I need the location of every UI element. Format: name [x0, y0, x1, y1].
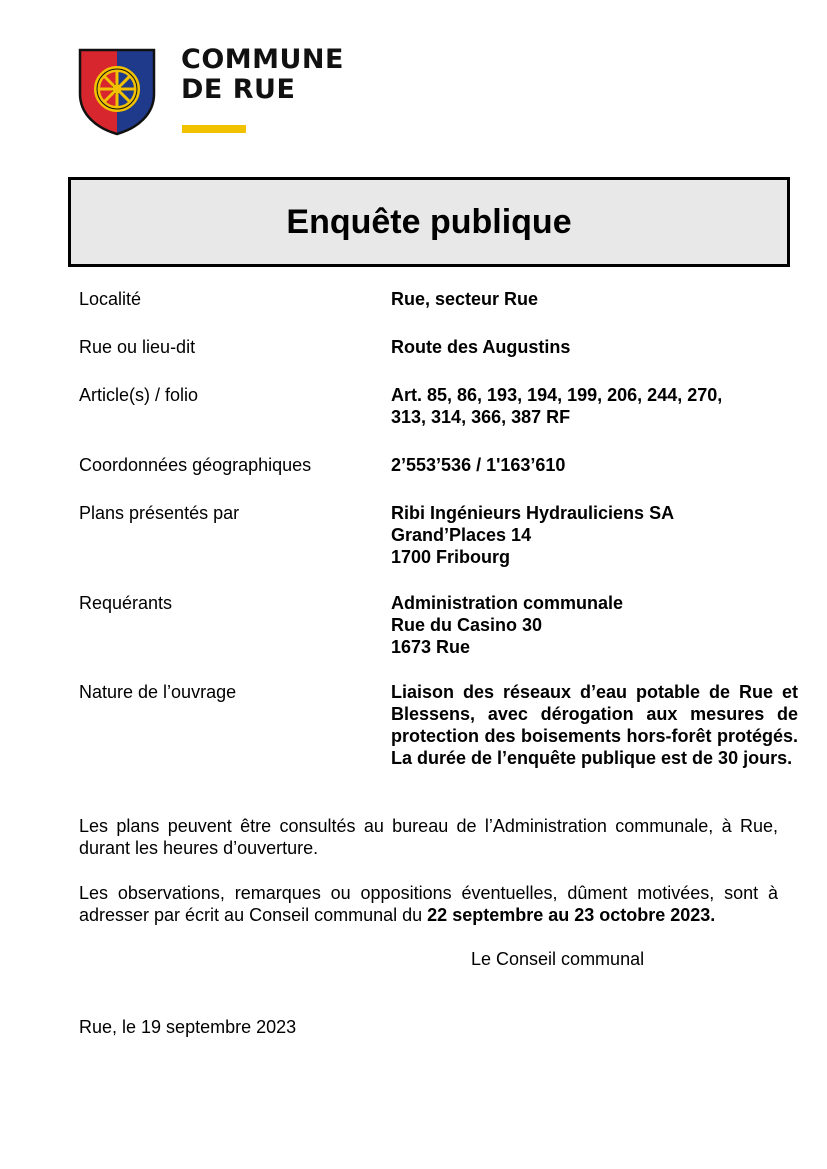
- field-value-line: 1673 Rue: [391, 637, 471, 657]
- field-value: Rue, secteur Rue: [391, 289, 539, 309]
- field-value-line: Administration communale: [391, 593, 624, 613]
- date-line: Rue, le 19 septembre 2023: [79, 1017, 297, 1037]
- field-value-line: Ribi Ingénieurs Hydrauliciens SA: [391, 503, 675, 523]
- logo-line-1: COMMUNE: [181, 44, 344, 75]
- field-label: Localité: [79, 289, 142, 309]
- observations-paragraph: [79, 882, 778, 926]
- field-label: Plans présentés par: [79, 503, 240, 523]
- signature: Le Conseil communal: [471, 949, 645, 969]
- wheel-icon: [97, 69, 137, 109]
- page-title: Enquête publique: [286, 202, 572, 241]
- observations-text: Les observations, remarques ou oppositions éventuelles, dûment motivées, sont à adresser par écrit au Conseil communal du: [79, 883, 778, 925]
- field-value: [391, 592, 798, 658]
- field-value-line: Rue du Casino 30: [391, 615, 543, 635]
- field-value-line: 313, 314, 366, 387 RF: [391, 407, 571, 427]
- field-label: Nature de l’ouvrage: [79, 682, 237, 702]
- commune-crest-logo: [78, 48, 156, 136]
- field-value: 2’553’536 / 1'163’610: [391, 455, 566, 475]
- field-value-line: 1700 Fribourg: [391, 547, 511, 567]
- field-value: Route des Augustins: [391, 337, 571, 357]
- field-value-line: Grand’Places 14: [391, 525, 532, 545]
- consultation-paragraph: Les plans peuvent être consultés au bureau de l’Administration communale, à Rue, durant les heures d’ouverture.: [79, 816, 778, 858]
- field-label: Article(s) / folio: [79, 385, 199, 405]
- field-label: Coordonnées géographiques: [79, 455, 312, 475]
- field-value: [391, 384, 798, 428]
- field-label: Rue ou lieu-dit: [79, 337, 196, 357]
- logo-accent-bar: [182, 125, 246, 133]
- field-value-line: Art. 85, 86, 193, 194, 199, 206, 244, 270,: [391, 385, 723, 405]
- field-value: [391, 502, 798, 568]
- title-box: [68, 177, 790, 267]
- logo-line-2: DE RUE: [181, 74, 296, 105]
- field-value: Liaison des réseaux d’eau potable de Rue et Blessens, avec dérogation aux mesures de protection des boisements hors-forêt protégés. La durée de l’enquête publique est de 30 jours.: [391, 682, 798, 768]
- observations-dates: 22 septembre au 23 octobre 2023.: [427, 905, 716, 925]
- field-label: Requérants: [79, 593, 173, 613]
- commune-name-logo: [181, 45, 344, 105]
